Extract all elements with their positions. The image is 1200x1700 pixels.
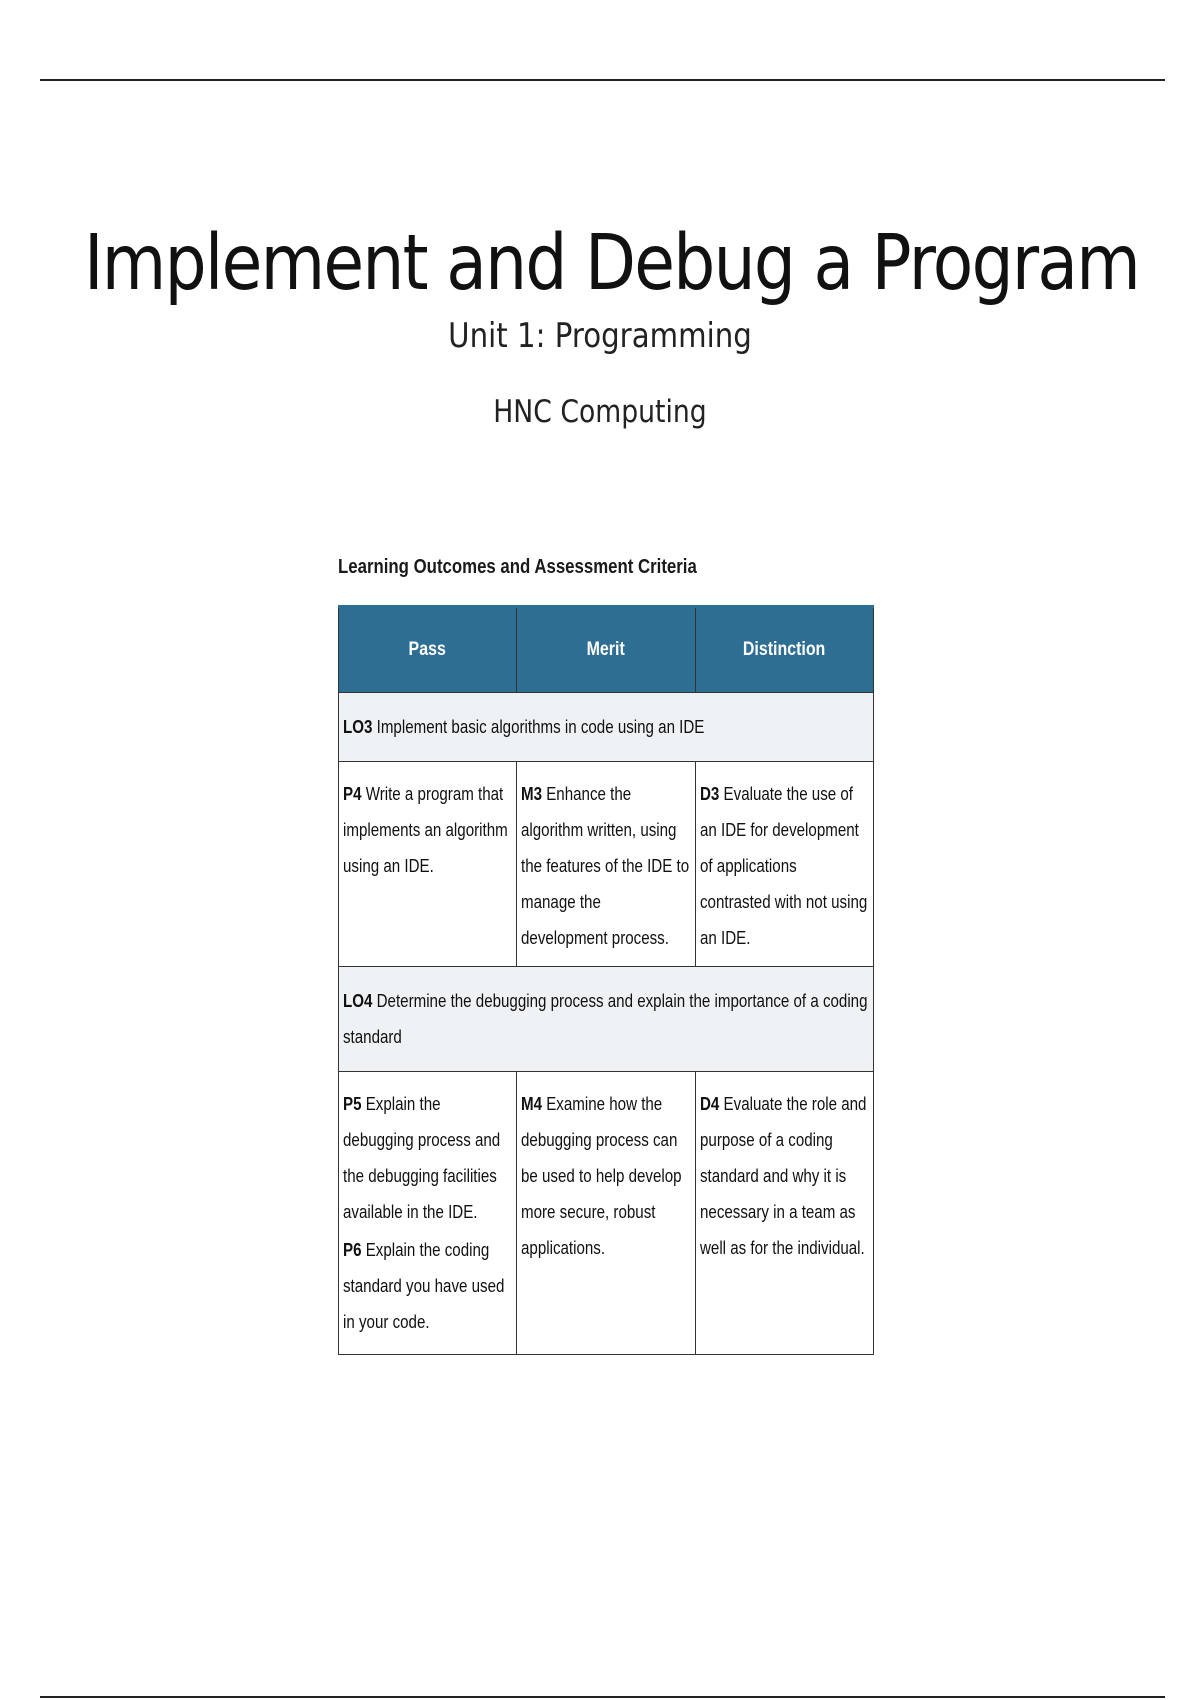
outcome-row-lo3 (339, 693, 874, 762)
criterion-m4: M4 Examine how the debugging process can be used to help develop more secure, robust applications. (517, 1072, 695, 1355)
unit-title: Unit 1: Programming (448, 316, 752, 356)
course-title: HNC Computing (493, 394, 707, 430)
bottom-rule (40, 1696, 1165, 1698)
outcome-lo4 (339, 967, 874, 1072)
column-header-merit: Merit (517, 607, 695, 693)
criteria-figure (338, 556, 874, 1355)
document-title: Implement and Debug a Program (84, 219, 1140, 308)
outcome-code: LO4 (343, 991, 373, 1011)
title-block (0, 219, 1200, 430)
criteria-row-lo4 (339, 1072, 874, 1355)
table-header-row (339, 607, 874, 693)
outcome-text: Implement basic algorithms in code using an IDE (376, 717, 705, 737)
outcome-code: LO3 (343, 717, 373, 737)
criterion-p5-p6 (339, 1072, 517, 1355)
outcome-text: Determine the debugging process and explain the importance of a coding standard (343, 991, 868, 1047)
criterion-d4: D4 Evaluate the role and purpose of a coding standard and why it is necessary in a team as well as for the individual. (695, 1072, 873, 1355)
criterion-p4: P4 Write a program that implements an algorithm using an IDE. (339, 762, 517, 967)
top-rule (40, 79, 1165, 81)
column-header-pass: Pass (339, 607, 517, 693)
criterion-p6: P6 Explain the coding standard you have used in your code. (343, 1240, 505, 1332)
criterion-m3: M3 Enhance the algorithm written, using the features of the IDE to manage the development process. (517, 762, 695, 967)
criteria-table (338, 605, 874, 1355)
criteria-heading: Learning Outcomes and Assessment Criteria (338, 556, 697, 578)
column-header-distinction: Distinction (695, 607, 873, 693)
outcome-row-lo4 (339, 967, 874, 1072)
criteria-row-lo3 (339, 762, 874, 967)
outcome-lo3 (339, 693, 874, 762)
criterion-d3: D3 Evaluate the use of an IDE for development of applications contrasted with not using an IDE. (695, 762, 873, 967)
criterion-p5: P5 Explain the debugging process and the debugging facilities available in the IDE. (343, 1094, 501, 1222)
